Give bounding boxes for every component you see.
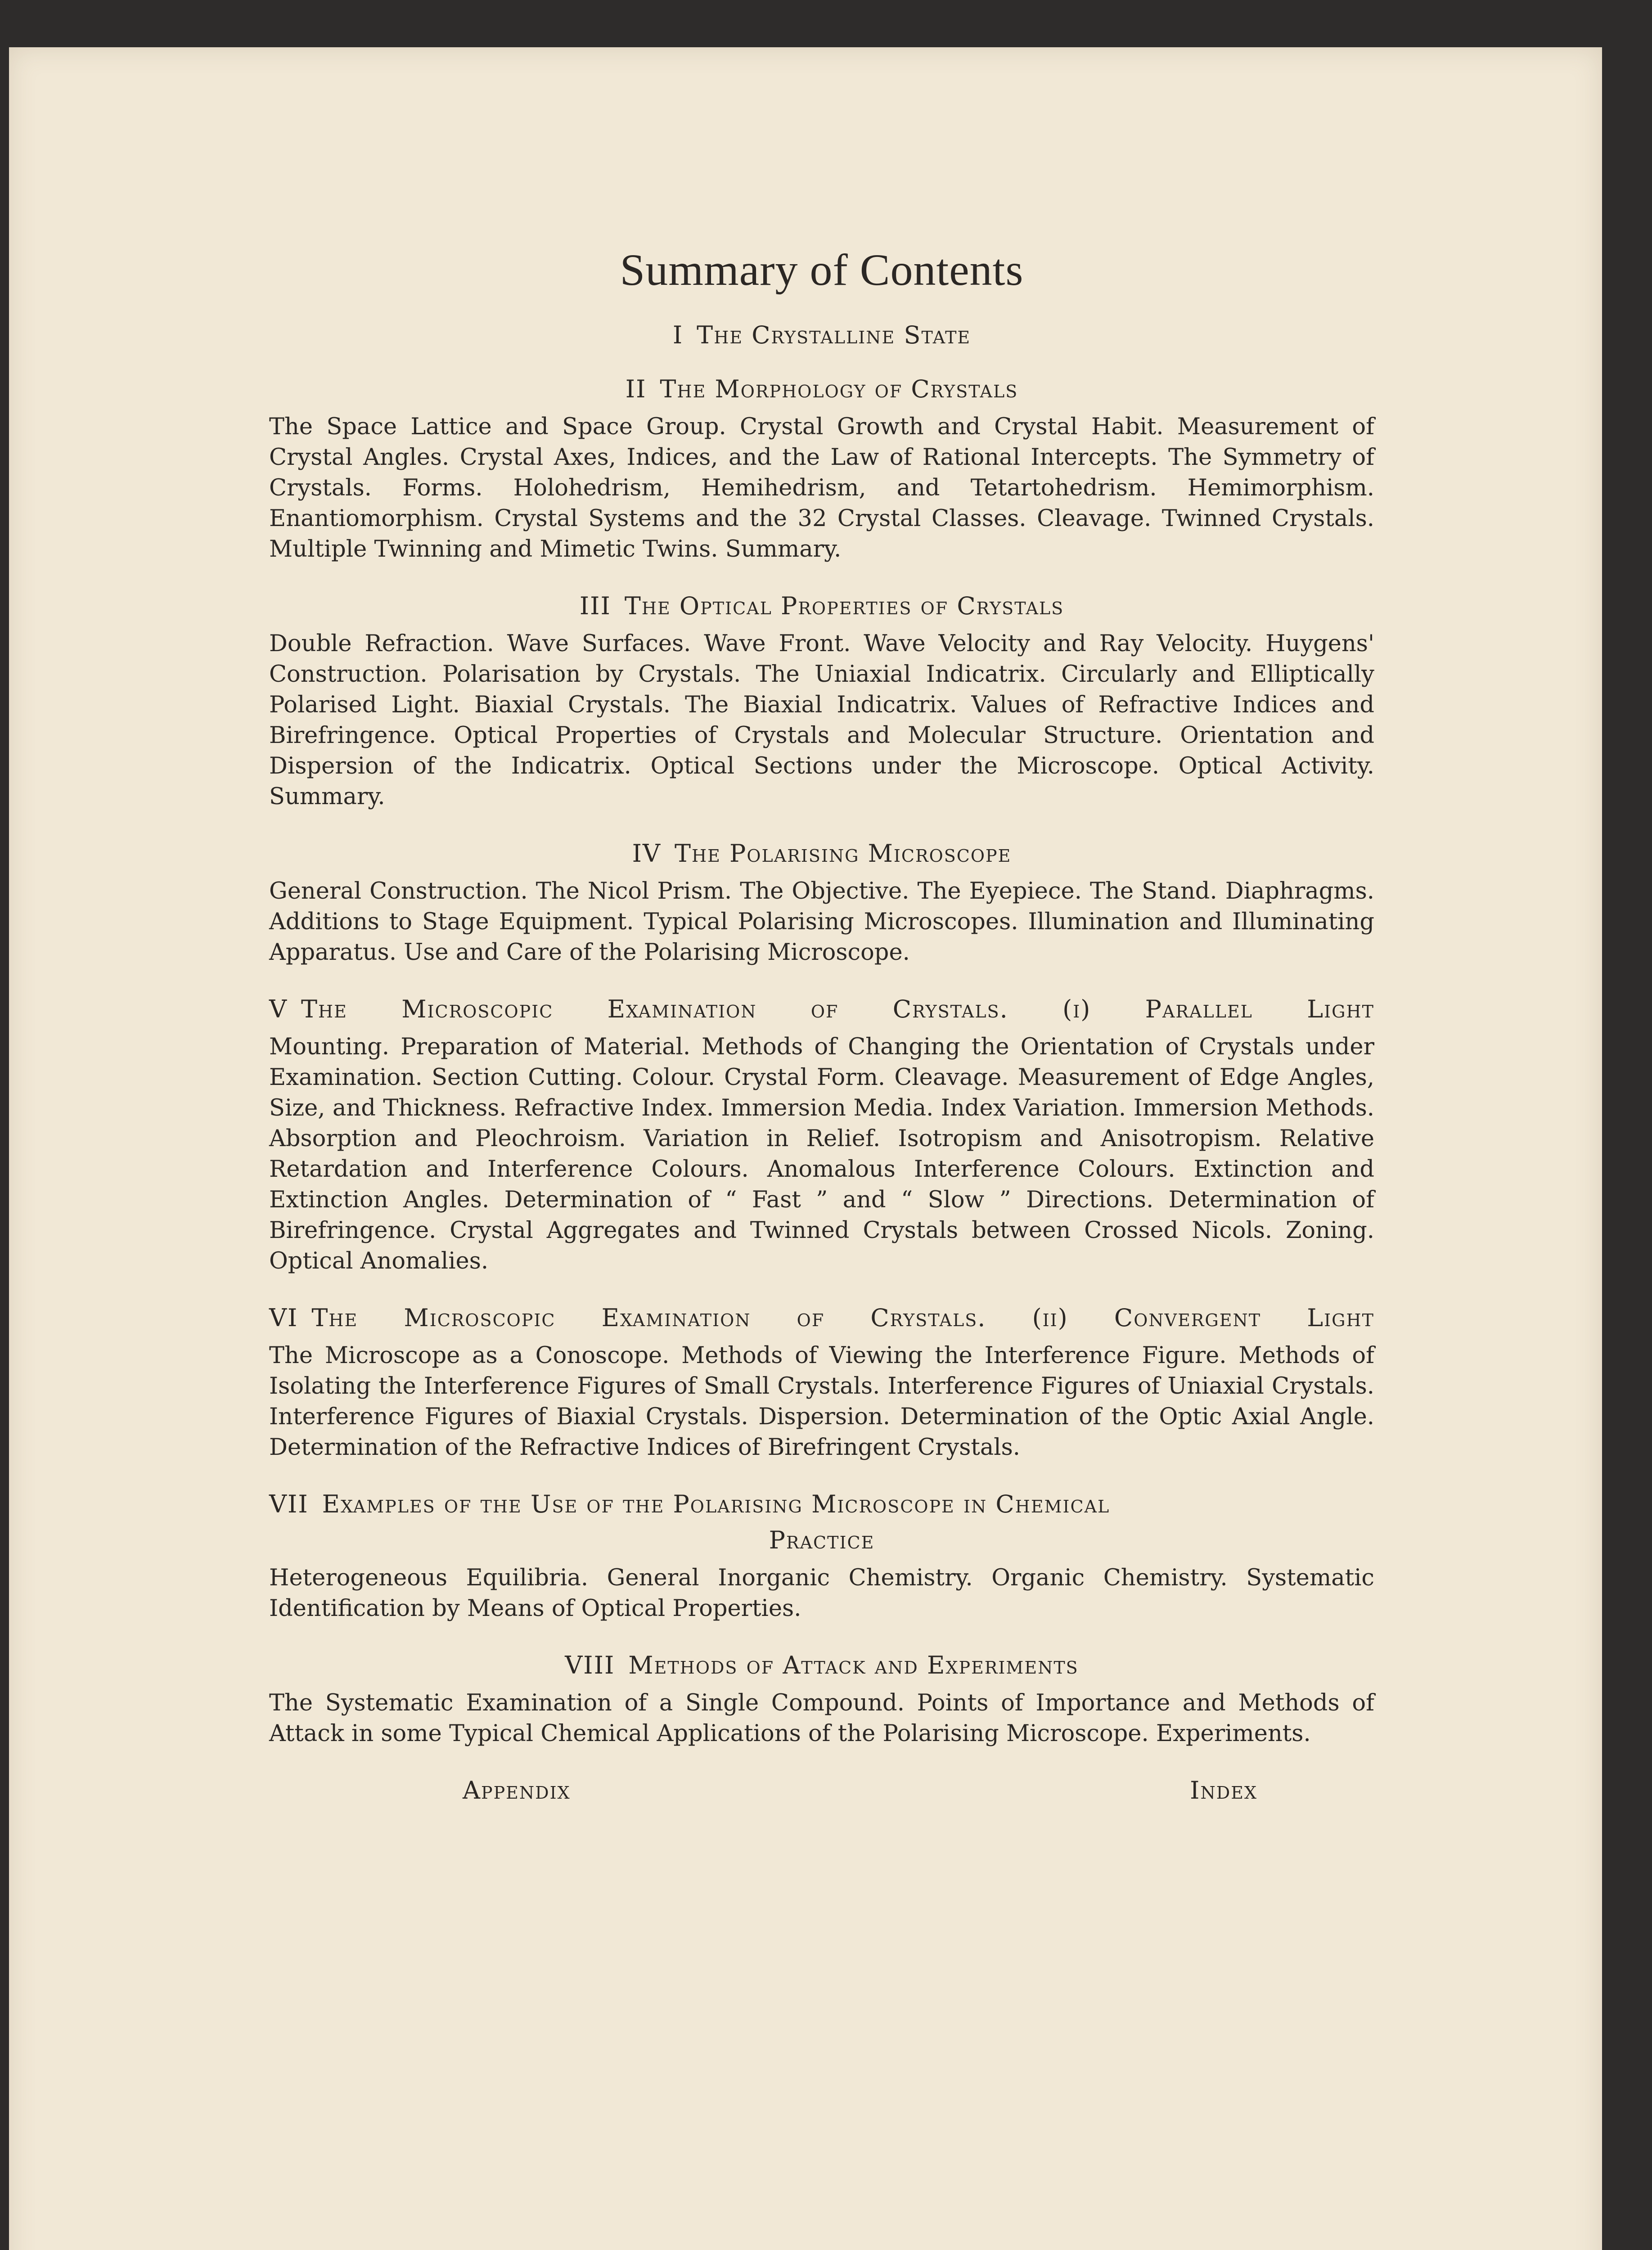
section-4 <box>269 836 1374 968</box>
section-number: I <box>672 321 684 349</box>
contents-block <box>269 241 1374 1809</box>
section-body: The Systematic Examination of a Single Compound. Points of Importance and Methods of Attack in some Typical Chemical Applications of the Polarising Microscope. Experiments. <box>269 1690 1374 1747</box>
section-heading <box>269 1486 1374 1558</box>
section-title: Methods of Attack and Experiments <box>628 1651 1079 1679</box>
section-1 <box>269 317 1374 353</box>
section-number: VII <box>269 1490 309 1518</box>
section-number: V <box>269 995 288 1023</box>
section-title: The Optical Properties of Crystals <box>624 592 1064 620</box>
section-heading <box>269 836 1374 872</box>
section-number: III <box>579 592 611 620</box>
section-7 <box>269 1486 1374 1624</box>
section-number: IV <box>632 839 661 868</box>
section-body: Double Refraction. Wave Surfaces. Wave Front. Wave Velocity and Ray Velocity. Huygens' Construction. Polarisation by Crystals. The Uniaxial Indicatrix. Circularly and Elliptically Polarised Light. Biaxial Crystals. The Biaxial Indicatrix. Values of Refractive Indices and Birefringence. Optical Properties of Crystals and Molecular Structure. Orientation and Dispersion of the Indicatrix. Optical Sections under the Microscope. Optical Activity. Summary. <box>269 630 1374 810</box>
section-8 <box>269 1647 1374 1749</box>
section-body: The Space Lattice and Space Group. Crystal Growth and Crystal Habit. Measurement of Crystal Angles. Crystal Axes, Indices, and the Law of Rational Intercepts. The Symmetry of Crystals. Forms. Holohedrism, Hemihedrism, and Tetartohedrism. Hemimorphism. Enantiomorphism. Crystal Systems and the 32 Crystal Classes. Cleavage. Twinned Crystals. Multiple Twinning and Mimetic Twins. Summary. <box>269 414 1374 562</box>
section-body: General Construction. The Nicol Prism. The Objective. The Eyepiece. The Stand. Diaphragms. Additions to Stage Equipment. Typical Polarising Microscopes. Illumination and Illuminating Apparatus. Use and Care of the Polarising Microscope. <box>269 878 1374 966</box>
section-title: The Crystalline State <box>697 321 971 349</box>
section-number: II <box>625 375 647 403</box>
section-3 <box>269 588 1374 812</box>
section-heading <box>269 1647 1374 1683</box>
back-matter-row <box>269 1773 1374 1809</box>
section-heading <box>269 1300 1374 1336</box>
section-title: The Morphology of Crystals <box>660 375 1018 403</box>
index-entry: Index <box>1190 1776 1257 1804</box>
book-page <box>9 47 1602 2250</box>
section-number: VI <box>269 1304 298 1332</box>
section-number: VIII <box>565 1651 615 1679</box>
section-body: Heterogeneous Equilibria. General Inorganic Chemistry. Organic Chemistry. Systematic Identification by Means of Optical Properties. <box>269 1565 1374 1622</box>
section-body: Mounting. Preparation of Material. Methods of Changing the Orientation of Crystals under Examination. Section Cutting. Colour. Crystal Form. Cleavage. Measurement of Edge Angles, Size, and Thickness. Refractive Index. Immersion Media. Index Variation. Immersion Methods. Absorption and Pleochroism. Variation in Relief. Isotropism and Anisotropism. Relative Retardation and Interference Colours. Anomalous Interference Colours. Extinction and Extinction Angles. Determination of “ Fast ” and “ Slow ” Directions. Determination of Birefringence. Crystal Aggregates and Twinned Crystals between Crossed Nicols. Zoning. Optical Anomalies. <box>269 1034 1374 1274</box>
section-title: Examples of the Use of the Polarising Microscope in Chemical <box>322 1490 1110 1518</box>
appendix-entry: Appendix <box>463 1776 571 1804</box>
section-title: The Polarising Microscope <box>674 839 1012 868</box>
section-heading <box>269 588 1374 624</box>
section-body: The Microscope as a Conoscope. Methods of Viewing the Interference Figure. Methods of Isolating the Interference Figures of Small Crystals. Interference Figures of Uniaxial Crystals. Interference Figures of Biaxial Crystals. Dispersion. Determination of the Optic Axial Angle. Determination of the Refractive Indices of Birefringent Crystals. <box>269 1342 1374 1461</box>
section-heading <box>269 317 1374 353</box>
section-2 <box>269 371 1374 565</box>
section-heading <box>269 991 1374 1027</box>
section-title: The Microscopic Examination of Crystals. (ii) Convergent Light <box>311 1304 1374 1332</box>
section-5 <box>269 991 1374 1277</box>
page-title: Summary of Contents <box>620 245 1024 295</box>
section-heading <box>269 371 1374 407</box>
section-title: The Microscopic Examination of Crystals. (i) Parallel Light <box>301 995 1374 1023</box>
section-6 <box>269 1300 1374 1463</box>
section-title-continued: Practice <box>769 1526 875 1554</box>
